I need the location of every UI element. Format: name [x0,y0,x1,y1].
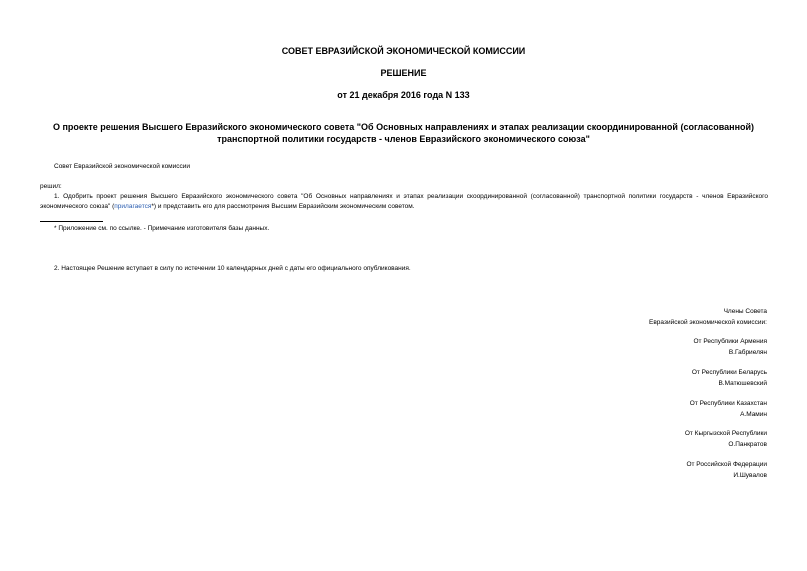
footnote-divider [40,221,103,222]
signature-name: В.Габриелян [728,349,767,356]
paragraph-1-text-a: 1. Одобрить проект решения Высшего Евразийского экономического совета "Об Основных направлениях и этапах реализации скоординированной (согласованной) транспортной политики государств - членов Евразийского экономического союза" ( [40,193,768,210]
signatures-intro-line-2: Евразийской экономической комиссии: [649,319,767,326]
signature-name: О.Панкратов [728,441,767,448]
signature-country: От Республики Беларусь [691,369,767,376]
signature-country: От Кыргызской Республики [684,430,767,437]
paragraph-1-text-b: *) и представить его для рассмотрения Высшим Евразийским экономическим советом. [151,203,415,210]
signature-kyrgyzstan [447,428,767,450]
signature-belarus [447,367,767,389]
signature-russia [447,459,767,481]
signatures-intro-line-1: Члены Совета [723,308,767,315]
signature-country: От Республики Армения [693,338,767,345]
paragraph-1 [40,192,768,212]
signature-country: От Российской Федерации [686,461,767,468]
paragraph-2: 2. Настоящее Решение вступает в силу по истечении 10 календарных дней с даты его официального опубликования. [54,265,411,272]
doc-topic-line-1: О проекте решения Высшего Евразийского экономического совета "Об Основных направлениях и этапах реализации скоординированной (согласованной) [52,122,755,132]
footnote: * Приложение см. по ссылке. - Примечание изготовителя базы данных. [54,225,270,232]
signatures-intro [447,306,767,328]
doc-date-number: от 21 декабря 2016 года N 133 [337,90,470,100]
doc-topic-line-2: транспортной политики государств - членов Евразийского экономического союза" [217,134,590,144]
signature-name: И.Шувалов [733,472,767,479]
appendix-link[interactable]: прилагается [114,203,152,210]
signature-country: От Республики Казахстан [689,400,767,407]
signature-armenia [447,336,767,358]
signature-kazakhstan [447,398,767,420]
doc-type: РЕШЕНИЕ [380,68,427,78]
doc-topic [40,121,767,145]
signature-name: В.Матюшевский [718,380,767,387]
resolved-word: решил: [40,183,62,190]
signature-name: А.Мамин [740,411,767,418]
org-title: СОВЕТ ЕВРАЗИЙСКОЙ ЭКОНОМИЧЕСКОЙ КОМИССИИ [281,46,526,56]
council-name: Совет Евразийской экономической комиссии [54,163,191,170]
